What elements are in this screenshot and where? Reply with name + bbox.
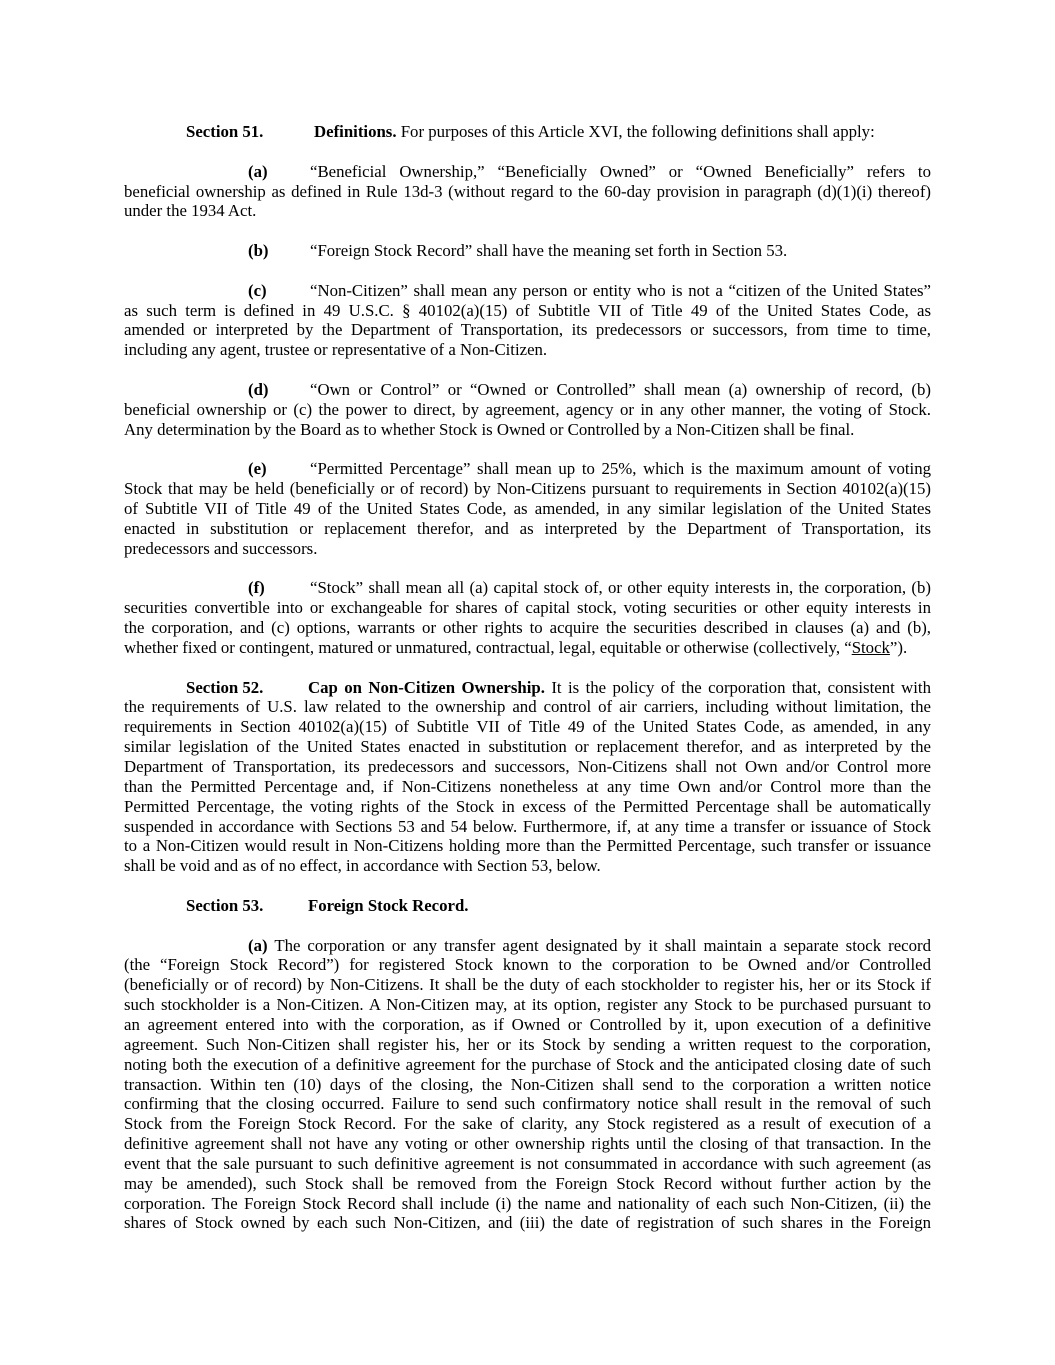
section-53-a-line-2: (the “Foreign Stock Record”) for registered Stock known to the corporation to be Owned and/or Controlled (124, 955, 931, 975)
section-51-intro: For purposes of this Article XVI, the following definitions shall apply: (400, 122, 875, 141)
definition-b (124, 241, 931, 261)
section-53-a-line-8: transaction. Within ten (10) days of the closing, the Non-Citizen shall send to the corporation a written notice (124, 1074, 931, 1094)
definition-e-line-4: enacted in substitution or replacement therefor, and as interpreted by the Department of Transportation, its (124, 518, 931, 538)
section-52-line-1 (124, 678, 931, 698)
definition-f-line-3: the corporation, and (c) options, warrants or other rights to acquire the securities described in clauses (a) and (b), (124, 618, 931, 638)
section-53-a-line-7: noting both the execution of a definitive agreement for the purchase of Stock and the anticipated closing date of such (124, 1054, 931, 1074)
section-52-line-5: Department of Transportation, its predecessors and successors, Non-Citizens shall not Own and/or Control more (124, 757, 931, 776)
section-51-line (124, 122, 931, 142)
section-53-a-line-12: event that the sale pursuant to such definitive agreement is not consummated in accordance with such agreement (as (124, 1153, 931, 1173)
definition-e-label: (e) (248, 459, 267, 479)
section-52 (124, 678, 931, 876)
definition-f-text-1: “Stock” shall mean all (a) capital stock of, or other equity interests in, the corporation, (b) (310, 578, 931, 598)
section-52-line-6: than the Permitted Percentage and, if Non-Citizens nonetheless at any time Own and/or Control more than the (124, 776, 931, 796)
section-51-number: Section 51. (186, 122, 264, 141)
section-52-line-3: requirements in Section 40102(a)(15) of Subtitle VII of Title 49 of the United States Code, as amended, in any (124, 717, 931, 737)
section-52-line-9: to a Non-Citizen would result in Non-Citizens holding more than the Permitted Percentage, such transfer or issuance (124, 836, 931, 856)
section-51 (124, 122, 931, 142)
section-53-a-line-11: definitive agreement shall not have any voting or other ownership rights until the closing of that transaction. In the (124, 1134, 931, 1154)
definition-d-line-3: Any determination by the Board as to whether Stock is Owned or Controlled by a Non-Citizen shall be final. (124, 419, 855, 439)
definition-e-text-1: “Permitted Percentage” shall mean up to 25%, which is the maximum amount of voting (310, 459, 931, 479)
definition-f-line-4 (124, 638, 931, 658)
definition-d-label: (d) (248, 379, 269, 399)
page-content (124, 122, 931, 1253)
definition-c-line-2: as such term is defined in 49 U.S.C. § 40102(a)(15) of Subtitle VII of Title 49 of the United States Code, as (124, 300, 931, 320)
definition-a-line-1 (124, 162, 931, 182)
definition-e-line-3: of Subtitle VII of Title 49 of the United States Code, as amended, in any similar legislation of the United States (124, 499, 931, 519)
section-53-a-line-1 (124, 936, 931, 956)
section-52-line-10: shall be void and as of no effect, in accordance with Section 53, below. (124, 856, 601, 876)
definition-e-line-2: Stock that may be held (beneficially or of record) by Non-Citizens pursuant to requirements in Section 40102(a)(15) (124, 479, 931, 499)
section-52-number: Section 52. (186, 677, 264, 697)
section-53-a-label: (a) (248, 935, 268, 955)
definition-d-text-1: “Own or Control” or “Owned or Controlled” shall mean (a) ownership of record, (b) (310, 379, 931, 399)
definition-c-text-1: “Non-Citizen” shall mean any person or entity who is not a “citizen of the United States” (310, 280, 931, 300)
definition-a-line-3: under the 1934 Act. (124, 201, 257, 221)
definition-e-line-5: predecessors and successors. (124, 538, 318, 558)
section-52-line-8: suspended in accordance with Sections 53 and 54 below. Furthermore, if, at any time a transfer or issuance of Stock (124, 816, 931, 836)
definition-a-label: (a) (248, 161, 268, 181)
definition-c-label: (c) (248, 280, 267, 300)
definition-f-line-2: securities convertible into or exchangeable for shares of capital stock, voting securities or other equity interests in (124, 598, 931, 618)
section-53-heading (124, 896, 931, 916)
section-53-a-line-15: shares of Stock owned by each such Non-Citizen, and (iii) the date of registration of such shares in the Foreign (124, 1213, 931, 1233)
definition-f (124, 578, 931, 657)
definition-c-line-3: amended or interpreted by the Department of Transportation, its predecessors or successors, from time to time, (124, 320, 931, 340)
section-53-a-line-3: (beneficially or of record) by Non-Citizens. It shall be the duty of each stockholder to register his, her or its Stock if (124, 975, 931, 995)
section-52-title: Cap on Non-Citizen Ownership. (308, 677, 545, 697)
section-52-line-4: similar legislation of the United States enacted in substitution or replacement therefor, and as interpreted by the (124, 737, 931, 757)
definition-c (124, 281, 931, 360)
section-53-a-line-4: such stockholder is a Non-Citizen. A Non-Citizen may, at its option, register any Stock to be purchased pursuant to (124, 995, 931, 1015)
definition-a-text-1: “Beneficial Ownership,” “Beneficially Owned” or “Owned Beneficially” refers to (310, 161, 931, 181)
definition-e (124, 459, 931, 558)
section-53-a-line-9: confirming that the closing occurred. Failure to send such confirmatory notice shall result in the removal of such (124, 1094, 931, 1114)
section-53-a-line-5: an agreement entered into with the corporation, as if Owned or Controlled by it, upon execution of a definitive (124, 1014, 931, 1034)
definition-a (124, 162, 931, 222)
definition-a-line-2: beneficial ownership as defined in Rule 13d-3 (without regard to the 60-day provision in paragraph (d)(1)(i) thereof) (124, 181, 931, 201)
section-51-title: Definitions. (314, 122, 397, 141)
section-52-line-7: Permitted Percentage, the voting rights of the Stock in excess of the Permitted Percentage shall be automatically (124, 796, 931, 816)
section-53-a-line-13: may be amended), such Stock shall be removed from the Foreign Stock Record without further action by the (124, 1173, 931, 1193)
definition-c-line-4: including any agent, trustee or representative of a Non-Citizen. (124, 340, 548, 360)
definition-b-line-1 (124, 241, 931, 261)
definition-d-line-1 (124, 380, 931, 400)
definition-d (124, 380, 931, 440)
section-53-a-line-14: corporation. The Foreign Stock Record shall include (i) the name and nationality of each such Non-Citizen, (ii) the (124, 1193, 931, 1213)
section-53-a-line-10: Stock from the Foreign Stock Record. For the sake of clarity, any Stock registered as a result of execution of a (124, 1114, 931, 1134)
definition-e-line-1 (124, 459, 931, 479)
definition-f-line-4-before: whether fixed or contingent, matured or unmatured, contractual, legal, equitable or otherwise (collectively, “ (124, 637, 852, 657)
definition-b-text-1: “Foreign Stock Record” shall have the meaning set forth in Section 53. (310, 241, 788, 261)
defined-term-stock: Stock (851, 637, 890, 657)
section-53-a-line-6: agreement. Such Non-Citizen shall register his, her or its Stock by sending a written request to the corporation, (124, 1034, 931, 1054)
section-53-a-text-1: The corporation or any transfer agent designated by it shall maintain a separate stock record (274, 935, 931, 955)
section-53-paragraph-a (124, 936, 931, 1234)
section-53-heading-line (124, 896, 931, 916)
section-53-title: Foreign Stock Record. (308, 895, 469, 915)
definition-d-line-2: beneficial ownership or (c) the power to direct, by agreement, agency or in any other manner, the voting of Stock. (124, 399, 931, 419)
section-52-line-2: the requirements of U.S. law related to the ownership and control of air carriers, including without limitation, the (124, 697, 931, 717)
definition-f-label: (f) (248, 578, 265, 598)
section-53-number: Section 53. (186, 895, 264, 915)
definition-f-line-1 (124, 578, 931, 598)
definition-c-line-1 (124, 281, 931, 301)
definition-f-line-4-after: ”). (889, 637, 908, 657)
definition-b-label: (b) (248, 241, 269, 261)
section-52-text-1: It is the policy of the corporation that, consistent with (551, 677, 931, 697)
